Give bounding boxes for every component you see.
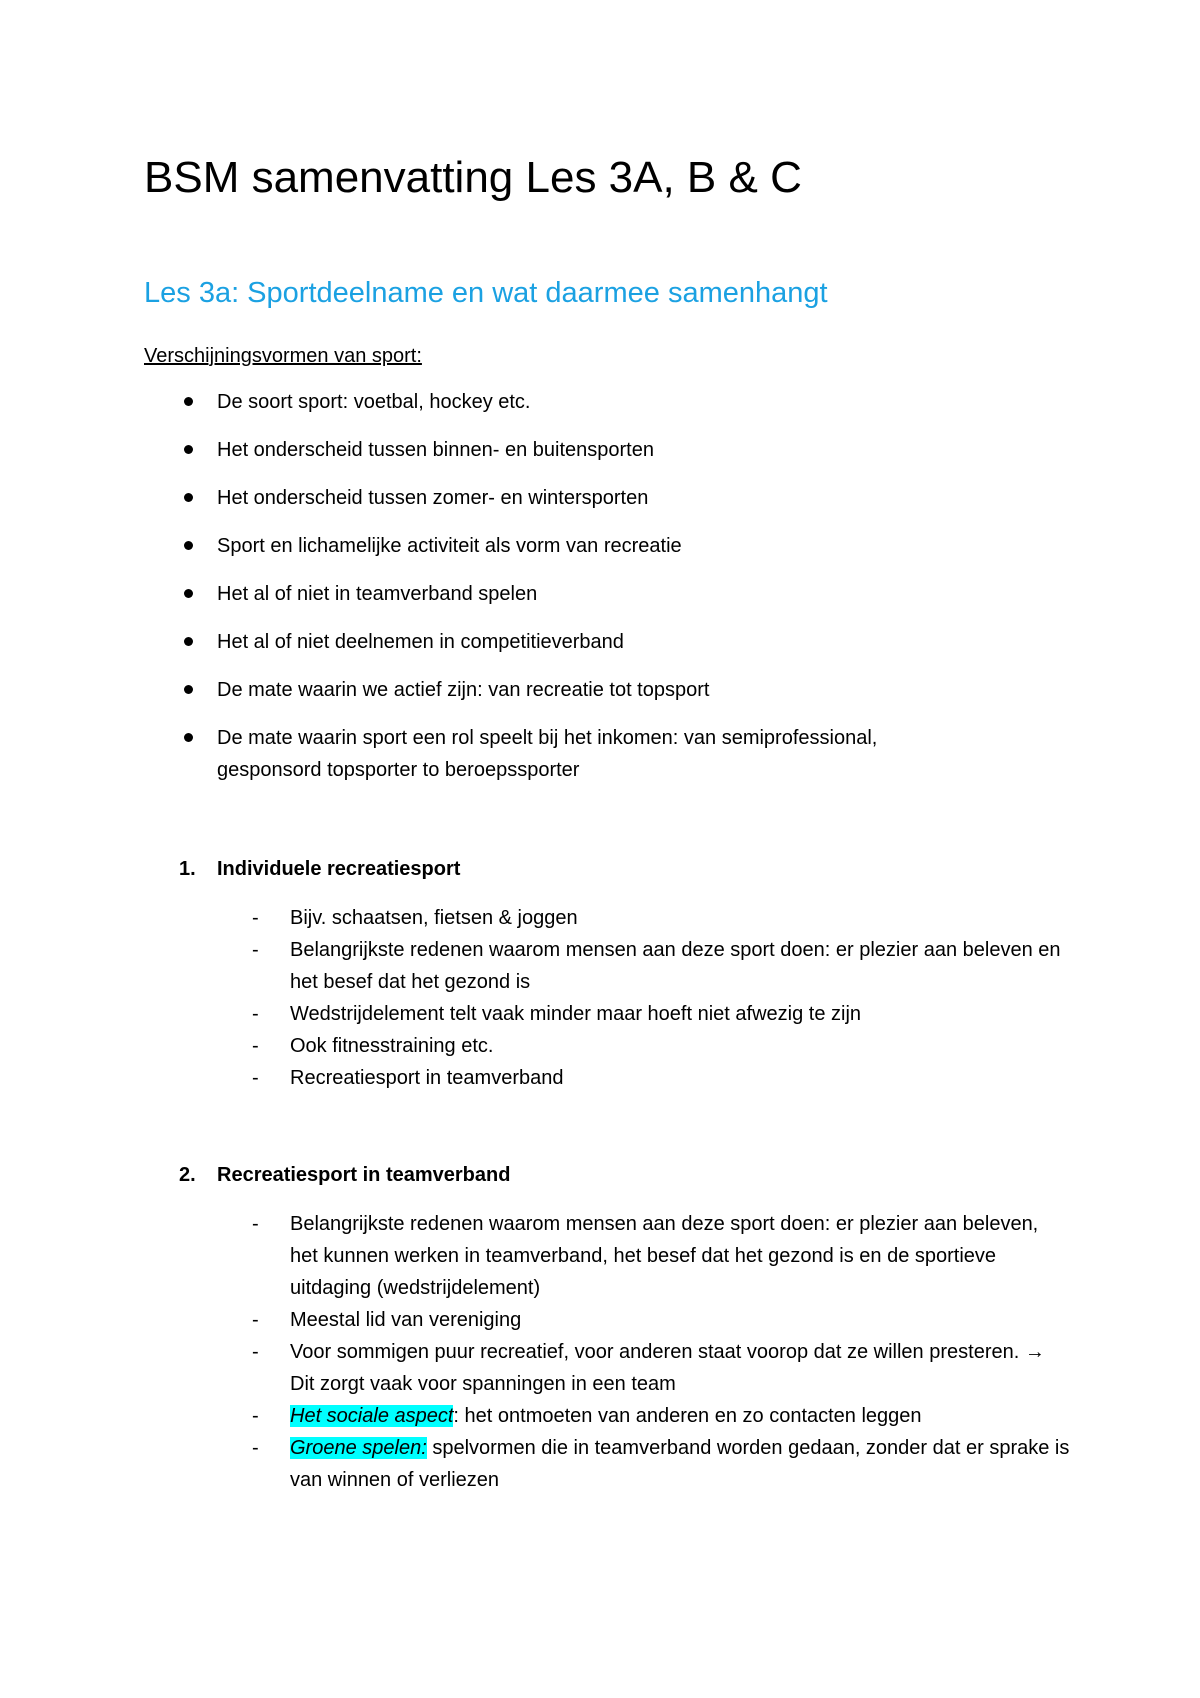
item-body-text: spelvormen die in teamverband worden gedaan, zonder dat er sprake is van winnen of verliezen: [290, 1437, 1070, 1491]
bullet-dot-icon: [184, 685, 193, 694]
dash-item-text: [290, 1336, 1070, 1400]
bullet-text: Het onderscheid tussen binnen- en buitensporten: [217, 439, 654, 461]
highlighted-term: Groene spelen:: [290, 1437, 427, 1459]
dash-bullet-icon: -: [252, 1067, 259, 1089]
item-body-text: Wedstrijdelement telt vaak minder maar hoeft niet afwezig te zijn: [290, 1003, 862, 1025]
dash-bullet-icon: -: [252, 1035, 259, 1057]
bullet-dot-icon: [184, 493, 193, 502]
dash-bullet-icon: -: [252, 1213, 259, 1235]
item-body-text: Bijv. schaatsen, fietsen & joggen: [290, 907, 578, 929]
bullet-dot-icon: [184, 589, 193, 598]
section-number: 2.: [179, 1164, 196, 1186]
dash-item-text: [290, 1208, 1070, 1304]
dash-bullet-icon: -: [252, 907, 259, 929]
bullet-text: Het onderscheid tussen zomer- en wintersporten: [217, 487, 649, 509]
bullet-text: Het al of niet deelnemen in competitieverband: [217, 631, 624, 653]
dash-bullet-icon: -: [252, 939, 259, 961]
dash-item-text: [290, 1432, 1070, 1496]
item-body-text: Voor sommigen puur recreatief, voor anderen staat voorop dat ze willen presteren. → Dit zorgt vaak voor spanningen in een team: [290, 1341, 1045, 1395]
bullet-dot-icon: [184, 541, 193, 550]
item-body-text: Belangrijkste redenen waarom mensen aan deze sport doen: er plezier aan beleven, het kunnen werken in teamverband, het besef dat het gezond is en de sportieve uitdaging (wedstrijdelement): [290, 1213, 1039, 1299]
section-title: Recreatiesport in teamverband: [217, 1164, 511, 1186]
document-title: BSM samenvatting Les 3A, B & C: [144, 153, 802, 202]
dash-item-text: [290, 998, 1070, 1030]
bullet-text: De mate waarin we actief zijn: van recreatie tot topsport: [217, 679, 710, 701]
bullet-dot-icon: [184, 397, 193, 406]
bullet-text: De mate waarin sport een rol speelt bij het inkomen: van semiprofessional, gesponsord topsporter to beroepssporter: [217, 727, 878, 781]
item-body-text: : het ontmoeten van anderen en zo contacten leggen: [453, 1405, 922, 1427]
dash-bullet-icon: -: [252, 1309, 259, 1331]
dash-item-text: [290, 902, 1070, 934]
bullet-text: Het al of niet in teamverband spelen: [217, 583, 538, 605]
dash-item-text: [290, 1400, 1070, 1432]
bullet-text: De soort sport: voetbal, hockey etc.: [217, 391, 531, 413]
item-body-text: Belangrijkste redenen waarom mensen aan deze sport doen: er plezier aan beleven en het besef dat het gezond is: [290, 939, 1061, 993]
dash-item-text: [290, 1062, 1070, 1094]
item-body-text: Ook fitnesstraining etc.: [290, 1035, 494, 1057]
bullet-dot-icon: [184, 637, 193, 646]
item-body-text: Meestal lid van vereniging: [290, 1309, 522, 1331]
dash-item-text: [290, 1030, 1070, 1062]
bullet-text: Sport en lichamelijke activiteit als vorm van recreatie: [217, 535, 682, 557]
dash-bullet-icon: -: [252, 1405, 259, 1427]
highlighted-term: Het sociale aspect: [290, 1405, 454, 1427]
bullet-dot-icon: [184, 733, 193, 742]
dash-bullet-icon: -: [252, 1003, 259, 1025]
dash-bullet-icon: -: [252, 1341, 259, 1363]
dash-item-text: [290, 1304, 1070, 1336]
subheading-verschijningsvormen: Verschijningsvormen van sport:: [144, 345, 422, 367]
dash-item-text: [290, 934, 1070, 998]
lesson-heading: Les 3a: Sportdeelname en wat daarmee samenhangt: [144, 277, 828, 309]
section-number: 1.: [179, 858, 196, 880]
dash-bullet-icon: -: [252, 1437, 259, 1459]
section-title: Individuele recreatiesport: [217, 858, 461, 880]
bullet-dot-icon: [184, 445, 193, 454]
item-body-text: Recreatiesport in teamverband: [290, 1067, 564, 1089]
